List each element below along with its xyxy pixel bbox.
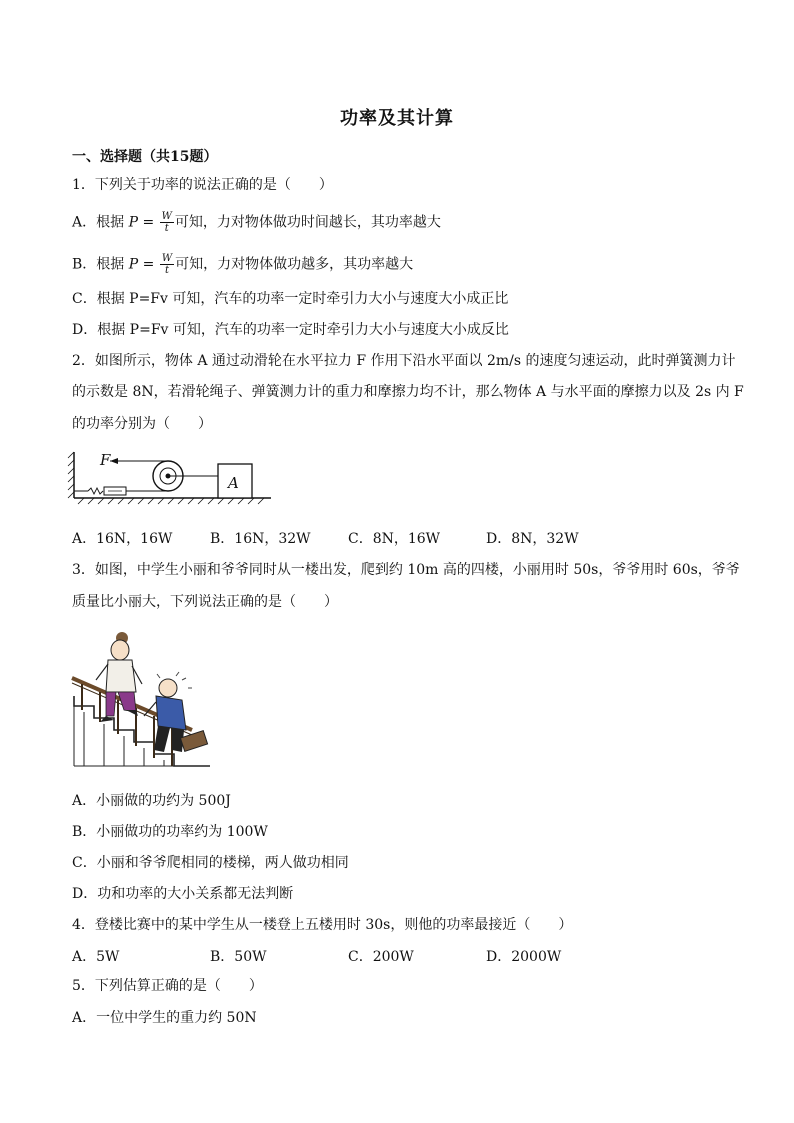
q2-option-c: C．8N，16W xyxy=(348,531,441,547)
q1-option-a-prefix: A．根据 xyxy=(72,214,125,231)
stair-climbing-illustration xyxy=(70,626,222,772)
formula-denominator: t xyxy=(164,223,169,234)
q2-option-a: A．16N，16W xyxy=(72,531,173,547)
formula-p: P xyxy=(128,256,139,273)
q1-option-b-text: 可知，力对物体做功越多，其功率越大 xyxy=(175,256,414,273)
formula-fraction xyxy=(160,211,174,234)
q5-stem: 5．下列估算正确的是（ ） xyxy=(72,978,263,994)
q4-option-c: C．200W xyxy=(348,949,414,965)
formula-p: P xyxy=(128,214,138,231)
force-label: F xyxy=(100,451,111,469)
q3-option-d: D．功和功率的大小关系都无法判断 xyxy=(72,886,294,902)
formula-equals: = xyxy=(142,256,155,273)
q2-option-b: B．16N，32W xyxy=(210,531,311,547)
q1-option-c: C．根据 P=Fv 可知，汽车的功率一定时牵引力大小与速度大小成正比 xyxy=(72,291,509,307)
q1-option-b-prefix: B．根据 xyxy=(72,256,125,273)
formula-denominator: t xyxy=(164,265,169,276)
q3-stem-line1: 3．如图，中学生小丽和爷爷同时从一楼出发，爬到约 10m 高的四楼，小丽用时 50s，爷爷用时 60s，爷爷 xyxy=(72,562,740,578)
q4-option-b: B．50W xyxy=(210,949,267,965)
q4-stem: 4．登楼比赛中的某中学生从一楼登上五楼用时 30s，则他的功率最接近（ ） xyxy=(72,917,573,933)
q3-stem-line2: 质量比小丽大，下列说法正确的是（ ） xyxy=(72,594,338,610)
q2-stem-line3: 的功率分别为（ ） xyxy=(72,416,212,432)
block-label: A xyxy=(228,474,239,492)
q1-option-d: D．根据 P=Fv 可知，汽车的功率一定时牵引力大小与速度大小成反比 xyxy=(72,322,509,338)
q1-option-a-text: 可知，力对物体做功时间越长，其功率越大 xyxy=(174,214,441,231)
q1-option-a xyxy=(72,211,441,234)
q1-stem: 1．下列关于功率的说法正确的是（ ） xyxy=(72,177,333,193)
q2-option-d: D．8N，32W xyxy=(486,531,579,547)
q3-option-b: B．小丽做功的功率约为 100W xyxy=(72,824,268,840)
formula-equals: = xyxy=(142,214,155,231)
q5-option-a: A．一位中学生的重力约 50N xyxy=(72,1010,257,1026)
formula-numerator: W xyxy=(161,253,173,264)
q1-option-b xyxy=(72,253,413,276)
q4-option-d: D．2000W xyxy=(486,949,562,965)
formula-numerator: W xyxy=(161,211,172,222)
q3-option-a: A．小丽做的功约为 500J xyxy=(72,793,231,809)
page-title: 功率及其计算 xyxy=(340,108,454,129)
q3-option-c: C．小丽和爷爷爬相同的楼梯，两人做功相同 xyxy=(72,855,349,871)
pulley-figure xyxy=(66,448,278,510)
q2-stem-line2: 的示数是 8N，若滑轮绳子、弹簧测力计的重力和摩擦力均不计，那么物体 A 与水平面的摩擦力以及 2s 内 F xyxy=(72,384,744,400)
q4-option-a: A．5W xyxy=(72,949,120,965)
section-heading: 一、选择题（共15题） xyxy=(72,149,218,165)
formula-fraction xyxy=(160,253,174,276)
q2-stem-line1: 2．如图所示，物体 A 通过动滑轮在水平拉力 F 作用下沿水平面以 2m/s 的速度匀速运动，此时弹簧测力计 xyxy=(72,353,736,369)
